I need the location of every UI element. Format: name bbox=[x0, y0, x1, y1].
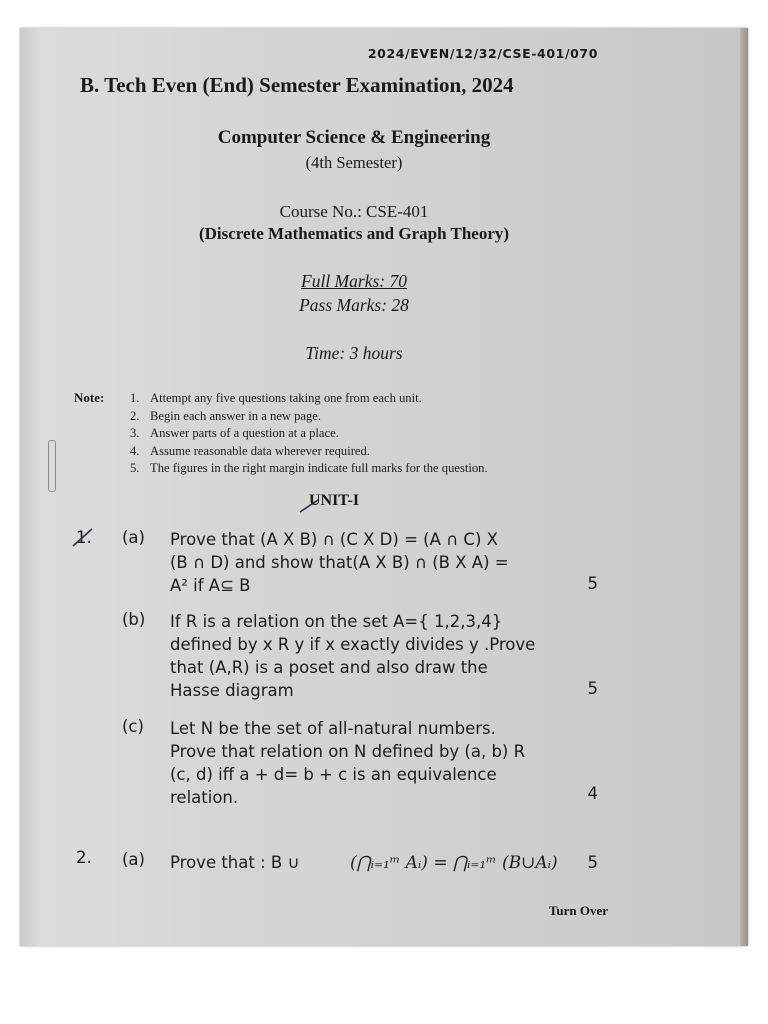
pass-marks: Pass Marks: 28 bbox=[299, 295, 409, 315]
course-number: Course No.: CSE-401 bbox=[279, 202, 429, 221]
question-2a-prefix: Prove that : B ∪ bbox=[170, 853, 300, 872]
exam-paper bbox=[20, 28, 748, 946]
question-1c-text: Let N be the set of all-natural numbers. Prove that relation on N defined by (a, b) R (c, d) iff a + d= b + c is an equivalence relation. bbox=[170, 719, 526, 807]
question-1a-marks: 5 bbox=[587, 574, 598, 593]
question-1b-text: If R is a relation on the set A={ 1,2,3,4} defined by x R y if x exactly divides y .Prove that (A,R) is a poset and also draw the Hasse diagram bbox=[170, 612, 536, 700]
exam-code: 2024/EVEN/12/32/CSE-401/070 bbox=[367, 46, 598, 61]
course-name: (Discrete Mathematics and Graph Theory) bbox=[198, 224, 510, 243]
department: Computer Science & Engineering bbox=[217, 127, 491, 148]
question-1-number: 1. bbox=[76, 528, 92, 547]
question-1b-label: (b) bbox=[122, 610, 146, 629]
question-2a-marks: 5 bbox=[587, 853, 598, 872]
full-marks: Full Marks: 70 bbox=[301, 271, 407, 291]
note-list bbox=[130, 390, 488, 478]
question-1a-text: Prove that (A X B) ∩ (C X D) = (A ∩ C) X (B ∩ D) and show that(A X B) ∩ (B X A) = A² if A⊆ B bbox=[170, 530, 509, 595]
unit-heading: UNIT-I bbox=[308, 492, 360, 509]
note-item: 3. Answer parts of a question at a place. bbox=[130, 426, 339, 440]
question-1a-label: (a) bbox=[122, 528, 145, 547]
question-2a-formula: (⋂ᵢ₌₁ᵐ Aᵢ) = ⋂ᵢ₌₁ᵐ (B∪Aᵢ) bbox=[350, 853, 558, 873]
exam-time: Time: 3 hours bbox=[305, 343, 403, 363]
question-1c-label: (c) bbox=[122, 717, 144, 736]
question-1b-marks: 5 bbox=[587, 679, 598, 698]
question-1c-marks: 4 bbox=[587, 784, 598, 803]
staple bbox=[48, 440, 56, 492]
pen-tick-icon bbox=[70, 526, 96, 550]
exam-title: B. Tech Even (End) Semester Examination, 2024 bbox=[80, 73, 514, 97]
question-2a-label: (a) bbox=[122, 850, 145, 869]
note-item: 4. Assume reasonable data wherever required. bbox=[130, 443, 370, 458]
note-label: Note: bbox=[74, 390, 105, 405]
note-item: 2. Begin each answer in a new page. bbox=[130, 408, 321, 423]
note-item: 5. The figures in the right margin indicate full marks for the question. bbox=[130, 461, 488, 475]
turn-over: Turn Over bbox=[548, 903, 608, 918]
semester: (4th Semester) bbox=[305, 153, 403, 172]
question-2-number: 2. bbox=[76, 848, 92, 867]
note-item: 1. Attempt any five questions taking one from each unit. bbox=[130, 391, 422, 405]
paper-edge bbox=[740, 28, 748, 946]
